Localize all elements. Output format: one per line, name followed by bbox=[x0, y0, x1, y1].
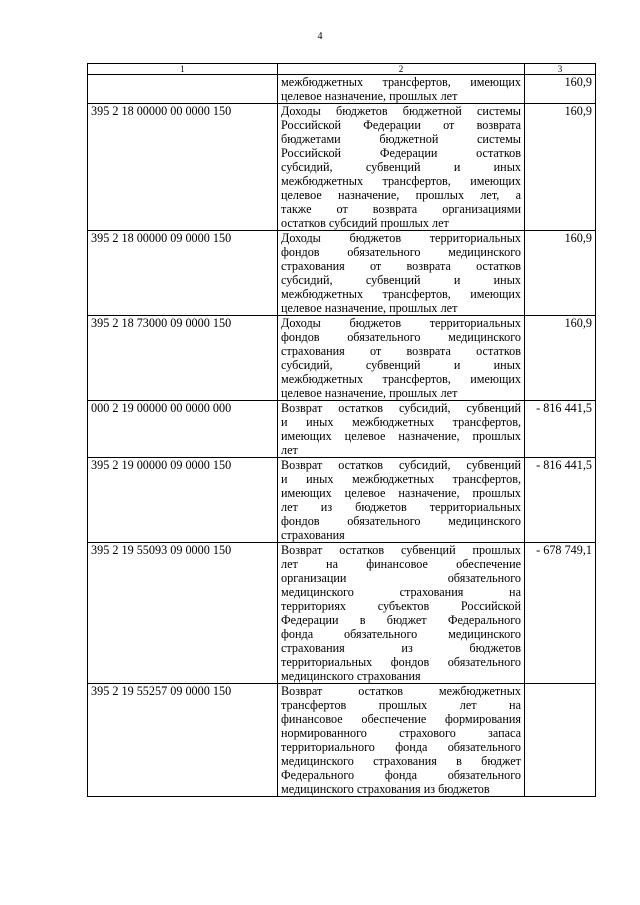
description-line: Федерального фонда обязательного bbox=[281, 768, 521, 782]
description-line: и иных межбюджетных трансфертов, bbox=[281, 472, 521, 486]
description-line: имеющих целевое назначение, прошлых bbox=[281, 429, 521, 443]
description-line: межбюджетных трансфертов, имеющих bbox=[281, 287, 521, 301]
description-line: лет на финансовое обеспечение bbox=[281, 557, 521, 571]
description-line: медицинского страхования на bbox=[281, 585, 521, 599]
description-line: межбюджетных трансфертов, имеющих bbox=[281, 372, 521, 386]
income-description bbox=[278, 401, 525, 458]
description-line: фондов обязательного медицинского bbox=[281, 245, 521, 259]
table-header-row bbox=[88, 64, 596, 75]
table-row bbox=[88, 458, 596, 543]
description-line: и иных межбюджетных трансфертов, bbox=[281, 415, 521, 429]
table-row bbox=[88, 401, 596, 458]
table-row bbox=[88, 316, 596, 401]
description-line: Возврат остатков субвенций прошлых bbox=[281, 543, 521, 557]
classification-code bbox=[88, 75, 278, 104]
income-description bbox=[278, 75, 525, 104]
description-line: остатков субсидий прошлых лет bbox=[281, 216, 449, 230]
description-line: территориальных фондов обязательного bbox=[281, 655, 521, 669]
income-description bbox=[278, 543, 525, 684]
amount-value: 160,9 bbox=[525, 316, 596, 401]
description-line: целевое назначение, прошлых лет bbox=[281, 89, 458, 103]
table-row bbox=[88, 75, 596, 104]
description-line: страхования от возврата остатков bbox=[281, 344, 521, 358]
description-line: Доходы бюджетов территориальных bbox=[281, 231, 521, 245]
description-line: фондов обязательного медицинского bbox=[281, 330, 521, 344]
description-line: имеющих целевое назначение, прошлых bbox=[281, 486, 521, 500]
amount-value: - 816 441,5 bbox=[525, 458, 596, 543]
description-line: фондов обязательного медицинского bbox=[281, 514, 521, 528]
description-line: страхования bbox=[281, 528, 345, 542]
description-line: Доходы бюджетов бюджетной системы bbox=[281, 104, 521, 118]
amount-value: - 816 441,5 bbox=[525, 401, 596, 458]
description-line: организации обязательного bbox=[281, 571, 521, 585]
description-line: целевое назначение, прошлых лет bbox=[281, 386, 458, 400]
classification-code: 395 2 18 00000 09 0000 150 bbox=[88, 231, 278, 316]
income-description bbox=[278, 458, 525, 543]
description-line: территориального фонда обязательного bbox=[281, 740, 521, 754]
description-line: Российской Федерации остатков bbox=[281, 146, 521, 160]
classification-code: 395 2 18 73000 09 0000 150 bbox=[88, 316, 278, 401]
description-line: нормированного страхового запаса bbox=[281, 726, 521, 740]
description-line: целевое назначение, прошлых лет bbox=[281, 301, 458, 315]
description-line: фонда обязательного медицинского bbox=[281, 627, 521, 641]
description-line: лет bbox=[281, 443, 298, 457]
description-line: Возврат остатков субсидий, субвенций bbox=[281, 458, 521, 472]
description-line: финансовое обеспечение формирования bbox=[281, 712, 521, 726]
description-line: территориях субъектов Российской bbox=[281, 599, 521, 613]
description-line: субсидий, субвенций и иных bbox=[281, 358, 521, 372]
amount-value bbox=[525, 684, 596, 797]
classification-code: 000 2 19 00000 00 0000 000 bbox=[88, 401, 278, 458]
description-line: медицинского страхования в бюджет bbox=[281, 754, 521, 768]
classification-code: 395 2 19 55257 09 0000 150 bbox=[88, 684, 278, 797]
classification-code: 395 2 18 00000 00 0000 150 bbox=[88, 104, 278, 231]
description-line: страхования из бюджетов bbox=[281, 641, 521, 655]
description-line: медицинского страхования из бюджетов bbox=[281, 782, 490, 796]
amount-value: 160,9 bbox=[525, 104, 596, 231]
classification-code: 395 2 19 00000 09 0000 150 bbox=[88, 458, 278, 543]
table-row bbox=[88, 104, 596, 231]
income-description bbox=[278, 684, 525, 797]
description-line: Федерации в бюджет Федерального bbox=[281, 613, 521, 627]
description-line: Российской Федерации от возврата bbox=[281, 118, 521, 132]
description-line: субсидий, субвенций и иных bbox=[281, 273, 521, 287]
description-line: Возврат остатков субсидий, субвенций bbox=[281, 401, 521, 415]
description-line: трансфертов прошлых лет на bbox=[281, 698, 521, 712]
amount-value: - 678 749,1 bbox=[525, 543, 596, 684]
header-col-2: 2 bbox=[278, 64, 525, 75]
table-row bbox=[88, 543, 596, 684]
budget-table bbox=[87, 63, 596, 797]
income-description bbox=[278, 231, 525, 316]
description-line: Возврат остатков межбюджетных bbox=[281, 684, 521, 698]
table-row bbox=[88, 684, 596, 797]
page-number: 4 bbox=[317, 31, 323, 42]
description-line: межбюджетных трансфертов, имеющих bbox=[281, 174, 521, 188]
amount-value: 160,9 bbox=[525, 231, 596, 316]
amount-value: 160,9 bbox=[525, 75, 596, 104]
description-line: медицинского страхования bbox=[281, 669, 421, 683]
header-col-1: 1 bbox=[88, 64, 278, 75]
header-col-3: 3 bbox=[525, 64, 596, 75]
classification-code: 395 2 19 55093 09 0000 150 bbox=[88, 543, 278, 684]
table-row bbox=[88, 231, 596, 316]
description-line: межбюджетных трансфертов, имеющих bbox=[281, 75, 521, 89]
description-line: субсидий, субвенций и иных bbox=[281, 160, 521, 174]
income-description bbox=[278, 316, 525, 401]
description-line: Доходы бюджетов территориальных bbox=[281, 316, 521, 330]
income-description bbox=[278, 104, 525, 231]
description-line: лет из бюджетов территориальных bbox=[281, 500, 521, 514]
description-line: также от возврата организациями bbox=[281, 202, 521, 216]
description-line: бюджетами бюджетной системы bbox=[281, 132, 521, 146]
description-line: страхования от возврата остатков bbox=[281, 259, 521, 273]
description-line: целевое назначение, прошлых лет, а bbox=[281, 188, 521, 202]
